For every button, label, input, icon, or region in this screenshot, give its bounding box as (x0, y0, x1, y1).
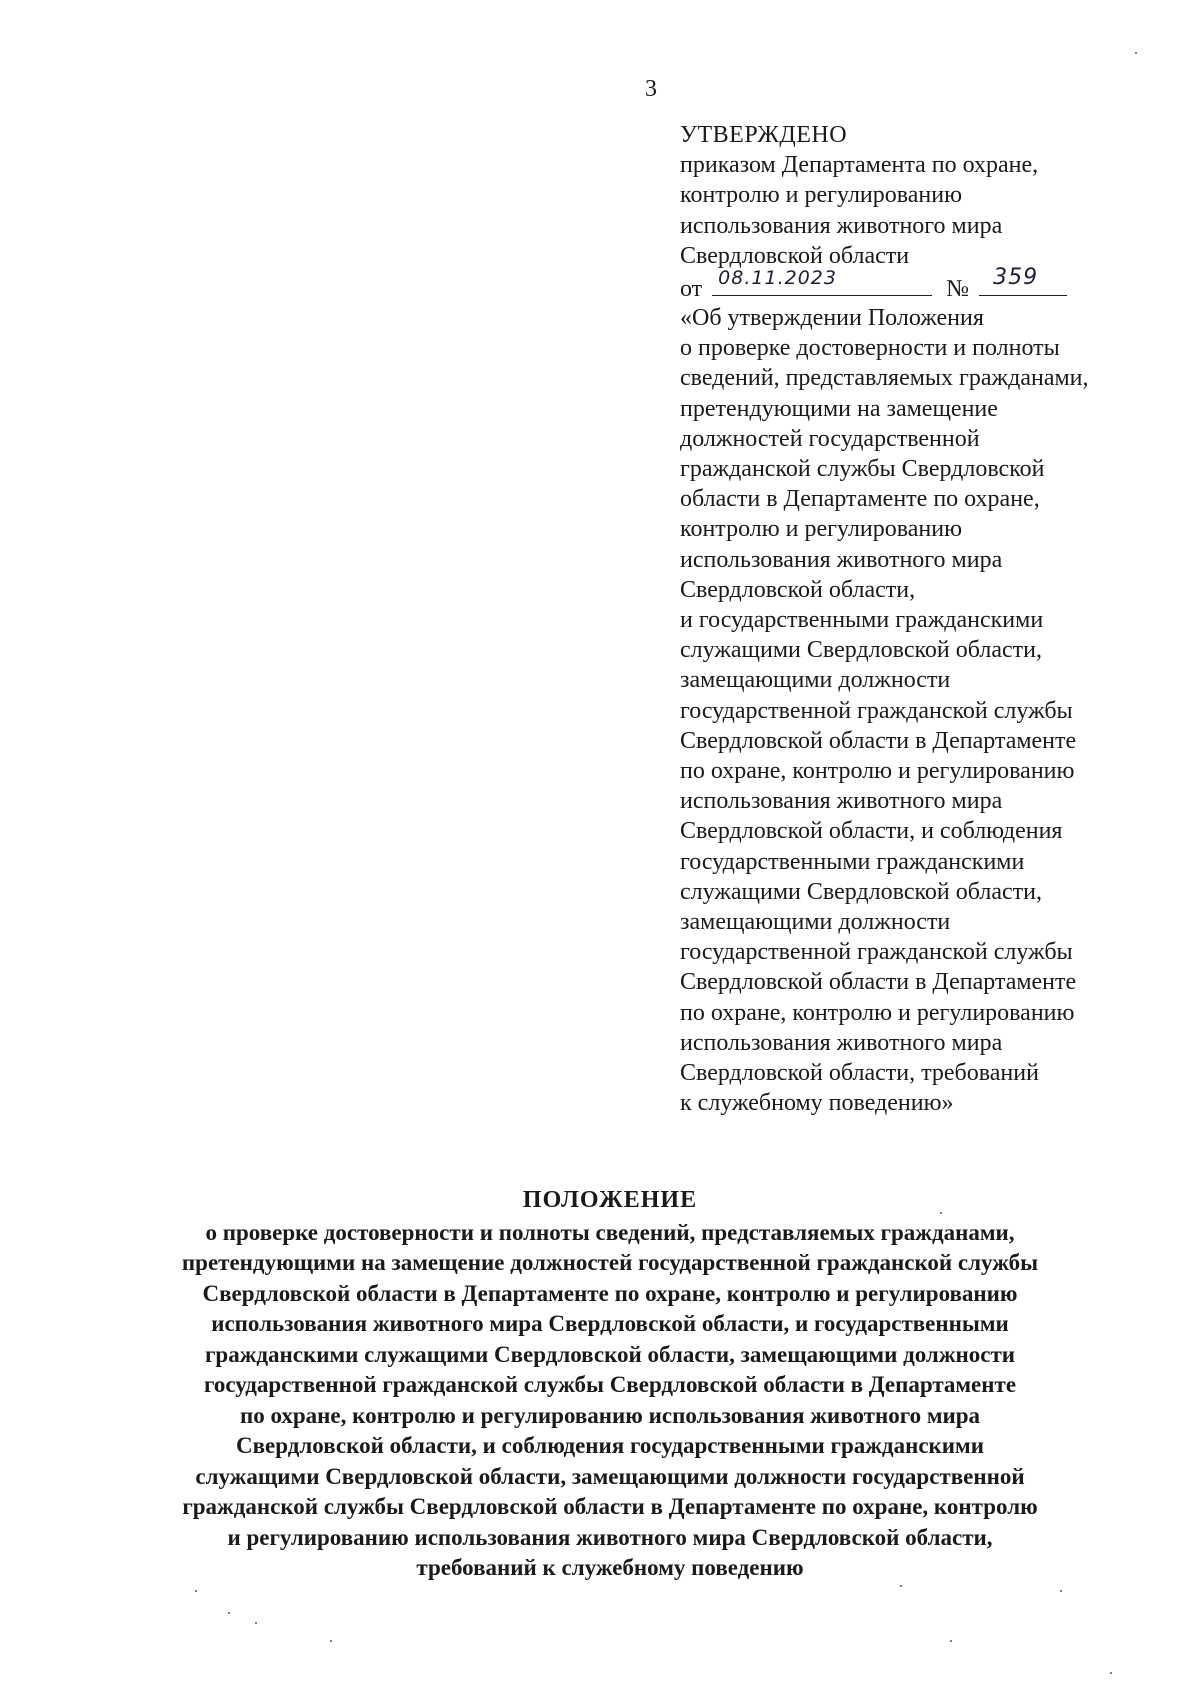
approval-subject-line: гражданской службы Свердловской (680, 456, 1045, 483)
approval-subject-line: служащими Свердловской области, (680, 878, 1042, 905)
approval-subject-line: служащими Свердловской области, (680, 637, 1042, 664)
scan-speck (1060, 1590, 1062, 1592)
approval-subject-line: использования животного мира (680, 788, 1003, 815)
approval-subject-line: «Об утверждении Положения (680, 305, 984, 332)
scan-speck (330, 1640, 332, 1642)
document-subtitle-line: гражданскими служащими Свердловской области, замещающими должности (204, 1341, 1016, 1367)
scan-speck (1135, 52, 1137, 54)
approval-subject-line: Свердловской области, и соблюдения (680, 818, 1063, 845)
approval-subject-line: по охране, контролю и регулированию (680, 758, 1075, 785)
scan-speck (900, 1585, 902, 1587)
approval-subject-line: Свердловской области в Департаменте (680, 969, 1077, 996)
approval-heading: УТВЕРЖДЕНО (680, 122, 848, 148)
approval-intro-line: использования животного мира (680, 212, 1003, 239)
scan-speck (1110, 1672, 1112, 1674)
page-number: 3 (645, 76, 657, 102)
document-subtitle-line: и регулированию использования животного мира Свердловской области, (227, 1524, 993, 1550)
approval-subject-line: к служебному поведению» (680, 1090, 954, 1117)
document-subtitle-line: Свердловской области, и соблюдения государственными гражданскими (236, 1433, 984, 1458)
approval-subject-line: Свердловской области, (680, 576, 916, 603)
scan-speck (228, 1612, 230, 1614)
approval-subject-line: использования животного мира (680, 546, 1003, 573)
approval-subject-line: области в Департаменте по охране, (680, 486, 1040, 513)
document-subtitle-line: о проверке достоверности и полноты сведений, представляемых гражданами, (205, 1219, 1015, 1245)
approval-subject-line: замещающими должности (680, 909, 951, 936)
order-date-number-row (680, 264, 1180, 303)
approval-subject-line: контролю и регулированию (680, 516, 963, 543)
number-label: № (946, 276, 970, 303)
date-label: от (680, 276, 703, 303)
regulation-title-block (110, 1185, 1110, 1584)
approval-intro-line: контролю и регулированию (680, 182, 963, 209)
approval-subject-line: сведений, представляемых гражданами, (680, 365, 1089, 392)
approval-subject-line: о проверке достоверности и полноты (680, 335, 1060, 362)
document-subtitle-line: государственной гражданской службы Свердловской области в Департаменте (203, 1372, 1017, 1397)
approval-subject-line: государственной гражданской службы (680, 939, 1073, 966)
approval-intro-line: приказом Департамента по охране, (680, 152, 1039, 179)
document-subtitle-line: по охране, контролю и регулированию использования животного мира (239, 1402, 981, 1428)
document-title: ПОЛОЖЕНИЕ (522, 1187, 698, 1213)
document-subtitle-line: претендующими на замещение должностей государственной гражданской службы (181, 1250, 1039, 1275)
document-subtitle-line: использования животного мира Свердловской области, и государственными (211, 1311, 1009, 1336)
approval-subject-line: замещающими должности (680, 667, 951, 694)
approval-subject-line: Свердловской области, требований (680, 1060, 1039, 1087)
approval-intro-line: Свердловской области (680, 242, 910, 269)
approval-subject-line: и государственными гражданскими (680, 607, 1044, 634)
approval-subject-line: государственными гражданскими (680, 848, 1025, 875)
approval-subject-line: государственной гражданской службы (680, 697, 1073, 724)
approval-subject-line: претендующими на замещение (680, 395, 998, 422)
approval-subject-line: использования животного мира (680, 1029, 1003, 1056)
date-field (712, 266, 932, 296)
approval-subject-line: Свердловской области в Департаменте (680, 727, 1077, 754)
scan-speck (950, 1640, 952, 1642)
scan-speck (255, 1622, 257, 1624)
number-field (979, 264, 1067, 296)
approval-block (680, 120, 1180, 1119)
document-subtitle-line: требований к служебному поведению (416, 1555, 804, 1580)
handwritten-number: 359 (993, 264, 1039, 290)
document-subtitle-line: служащими Свердловской области, замещающими должности государственной (195, 1463, 1025, 1489)
approval-subject-line: должностей государственной (680, 425, 980, 452)
handwritten-date: 08.11.2023 (718, 266, 837, 289)
scan-speck (940, 1212, 942, 1214)
approval-subject-line: по охране, контролю и регулированию (680, 999, 1075, 1026)
document-subtitle-line: Свердловской области в Департаменте по охране, контролю и регулированию (202, 1280, 1018, 1306)
document-subtitle-line: гражданской службы Свердловской области в Департаменте по охране, контролю (182, 1494, 1038, 1519)
scan-speck (195, 1590, 197, 1592)
